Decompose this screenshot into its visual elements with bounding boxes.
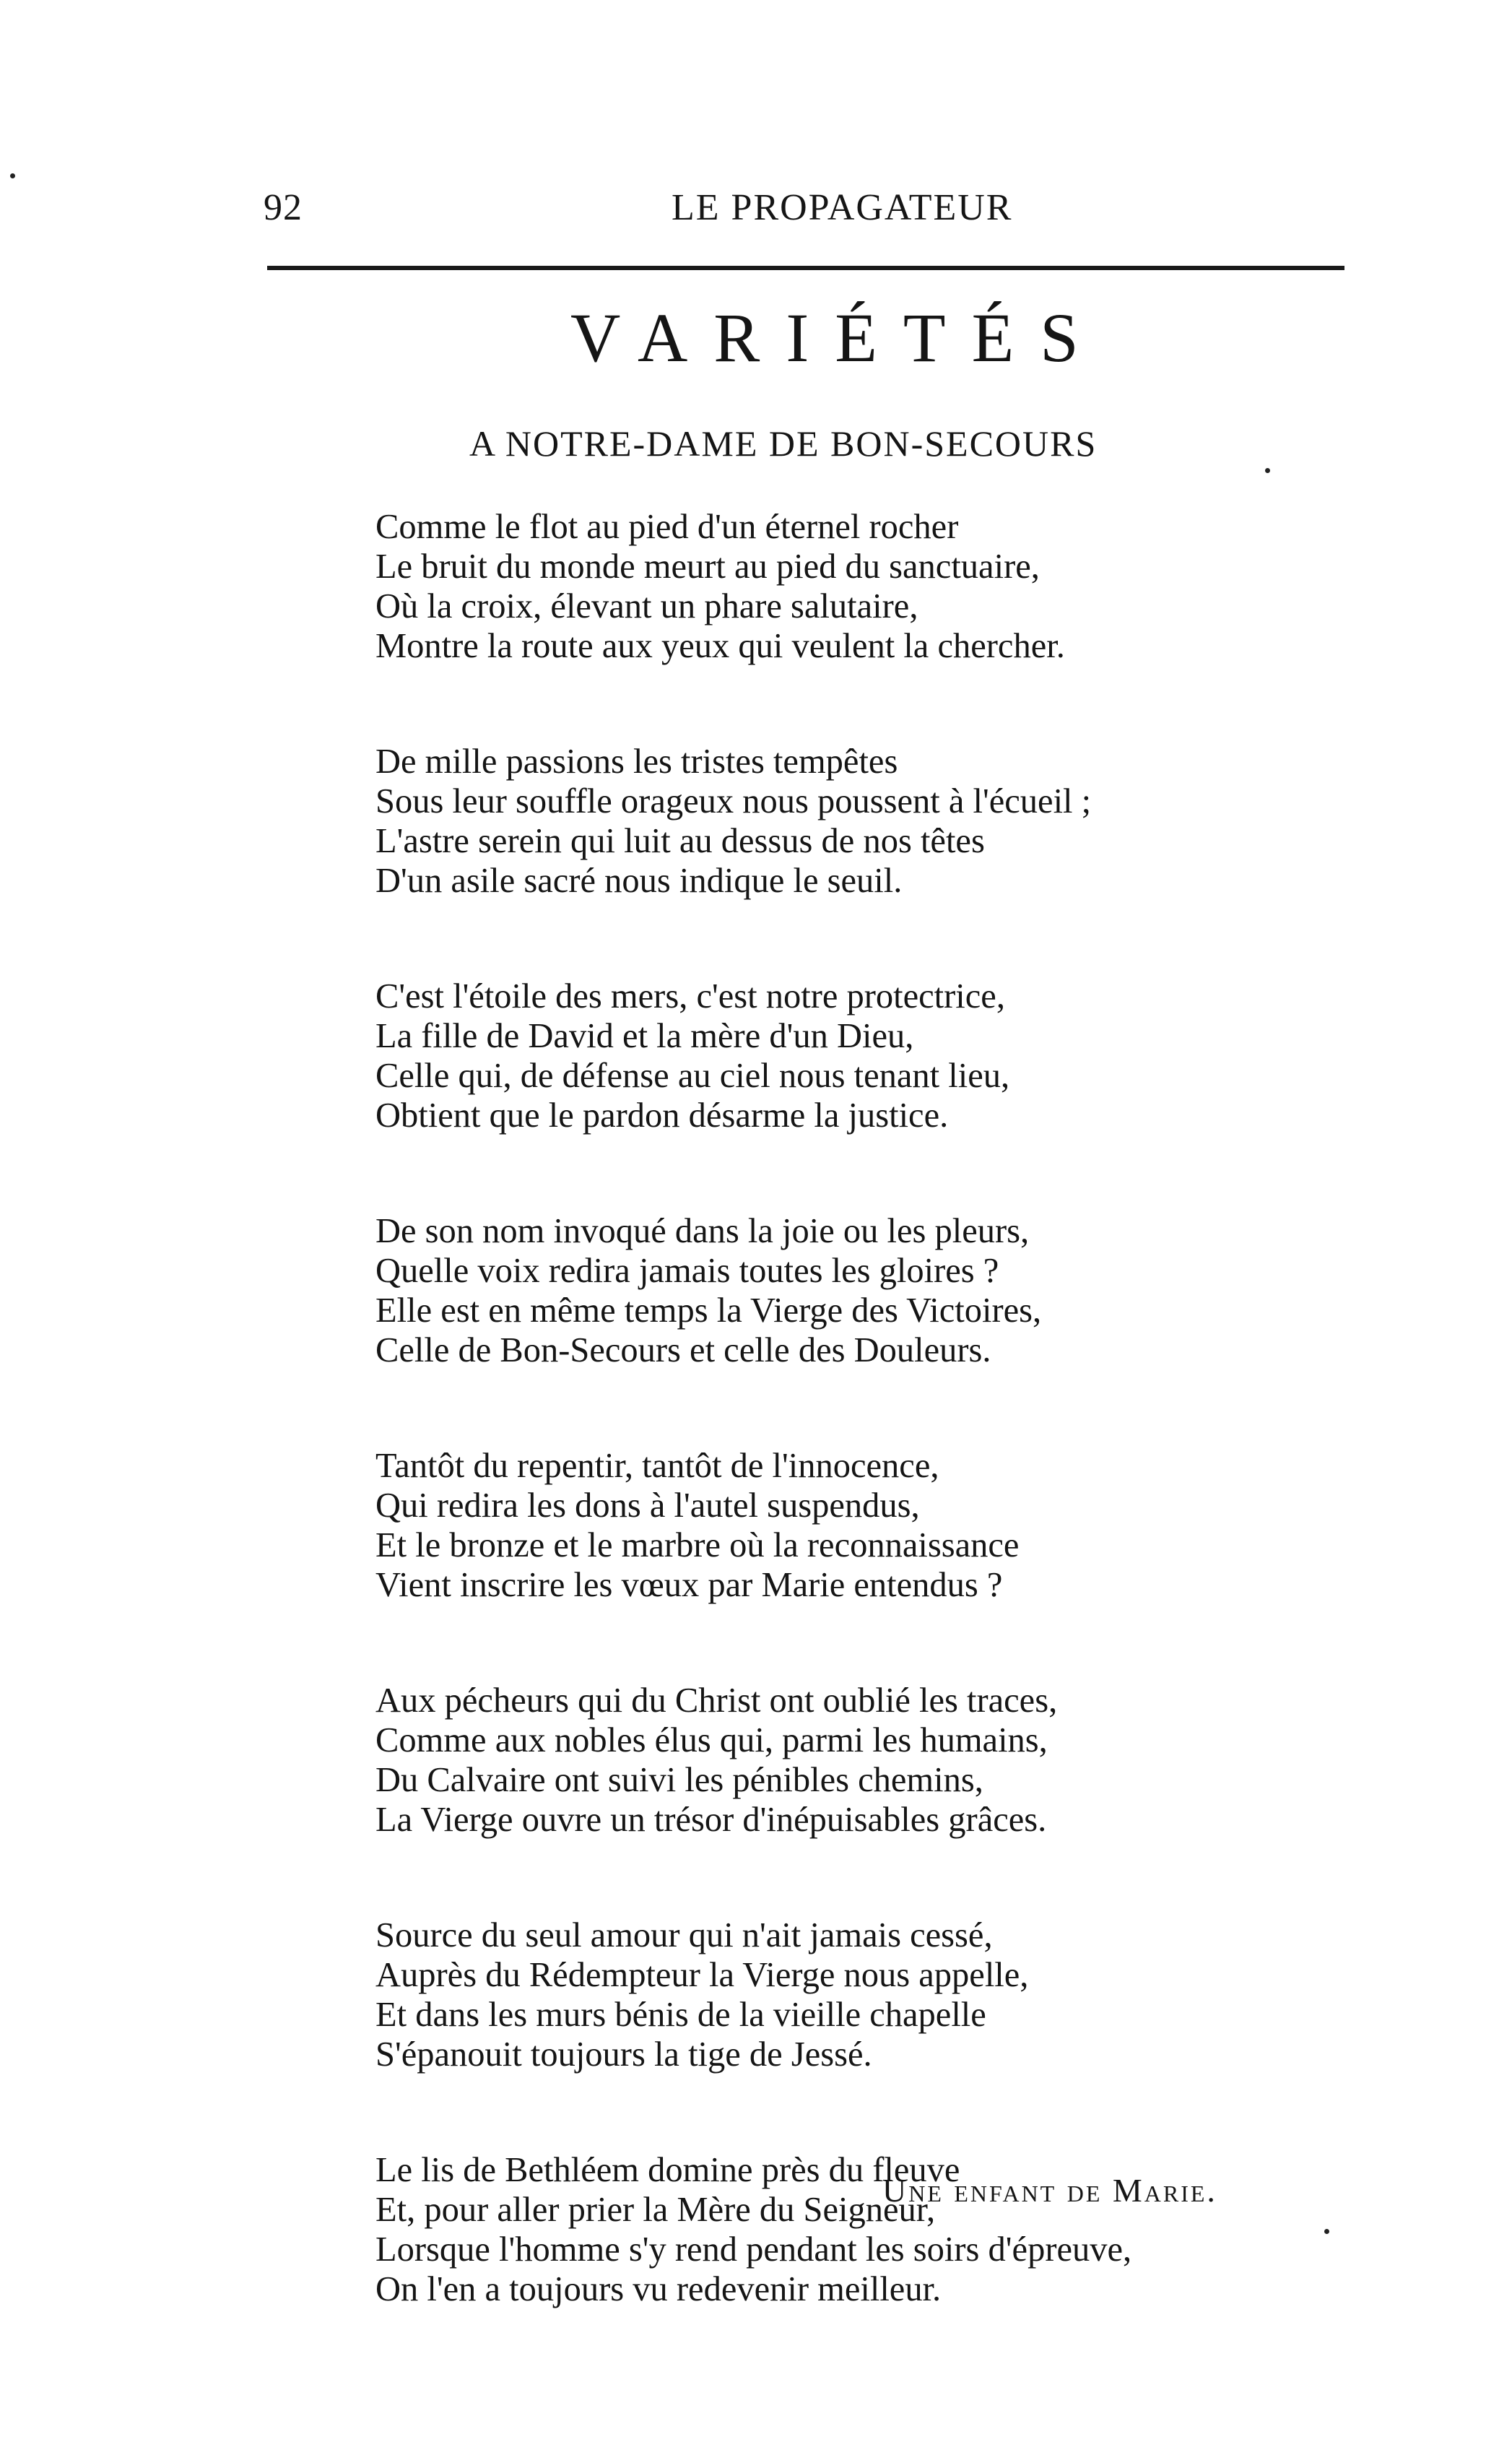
stanza	[375, 1211, 1386, 1370]
stanza	[375, 977, 1386, 1135]
poem-line: Celle de Bon-Secours et celle des Douleurs.	[375, 1331, 991, 1369]
poem-line: La fille de David et la mère d'un Dieu,	[375, 1017, 914, 1055]
section-title: VARIÉTÉS	[570, 299, 1105, 376]
poem-body	[375, 507, 1386, 2385]
poem-line: Et, pour aller prier la Mère du Seigneur,	[375, 2191, 936, 2229]
poem-line: S'épanouit toujours la tige de Jessé.	[375, 2035, 872, 2074]
stanza	[375, 1915, 1386, 2074]
ink-speck	[10, 173, 15, 178]
poem-line: Lorsque l'homme s'y rend pendant les soirs d'épreuve,	[375, 2230, 1132, 2269]
poem-line: La Vierge ouvre un trésor d'inépuisables grâces.	[375, 1801, 1047, 1839]
stanza	[375, 1681, 1386, 1840]
running-title: LE PROPAGATEUR	[672, 187, 1013, 228]
poem-signature: Une enfant de Marie.	[882, 2172, 1217, 2209]
poem-line: D'un asile sacré nous indique le seuil.	[375, 862, 903, 900]
poem-line: Obtient que le pardon désarme la justice.	[375, 1096, 949, 1135]
poem-line: Aux pécheurs qui du Christ ont oublié les traces,	[375, 1681, 1058, 1720]
poem-title: A NOTRE-DAME DE BON-SECOURS	[469, 423, 1098, 464]
poem-line: Source du seul amour qui n'ait jamais cessé,	[375, 1916, 993, 1954]
poem-line: Vient inscrire les vœux par Marie entendus ?	[375, 1566, 1003, 1604]
poem-line: De son nom invoqué dans la joie ou les pleurs,	[375, 1212, 1030, 1250]
stanza	[375, 1446, 1386, 1605]
poem-line: C'est l'étoile des mers, c'est notre protectrice,	[375, 977, 1005, 1016]
poem-line: L'astre serein qui luit au dessus de nos têtes	[375, 822, 985, 860]
stanza	[375, 742, 1386, 901]
poem-line: Celle qui, de défense au ciel nous tenant lieu,	[375, 1057, 1010, 1095]
header-rule	[267, 266, 1344, 270]
poem-line: Sous leur souffle orageux nous poussent à l'écueil ;	[375, 782, 1092, 821]
poem-line: Auprès du Rédempteur la Vierge nous appelle,	[375, 1956, 1029, 1994]
page-header	[264, 186, 1343, 237]
ink-speck	[1265, 468, 1270, 473]
poem-line: Le bruit du monde meurt au pied du sanctuaire,	[375, 547, 1040, 586]
ink-speck	[1324, 2229, 1329, 2234]
stanza	[375, 507, 1386, 666]
poem-line: Comme le flot au pied d'un éternel rocher	[375, 508, 959, 546]
poem-line: Du Calvaire ont suivi les pénibles chemins,	[375, 1761, 983, 1799]
poem-line: Où la croix, élevant un phare salutaire,	[375, 587, 918, 625]
poem-line: Quelle voix redira jamais toutes les gloires ?	[375, 1252, 999, 1290]
poem-line: On l'en a toujours vu redevenir meilleur.	[375, 2270, 942, 2308]
stanza	[375, 2150, 1386, 2309]
poem-line: Et le bronze et le marbre où la reconnaissance	[375, 1526, 1020, 1564]
page-number: 92	[264, 187, 303, 228]
poem-line: De mille passions les tristes tempêtes	[375, 742, 898, 781]
poem-line: Le lis de Bethléem domine près du fleuve	[375, 2151, 960, 2189]
poem-line: Montre la route aux yeux qui veulent la chercher.	[375, 627, 1065, 665]
poem-line: Et dans les murs bénis de la vieille chapelle	[375, 1996, 986, 2034]
poem-line: Comme aux nobles élus qui, parmi les humains,	[375, 1721, 1048, 1759]
poem-line: Tantôt du repentir, tantôt de l'innocence,	[375, 1447, 939, 1485]
poem-line: Qui redira les dons à l'autel suspendus,	[375, 1486, 920, 1525]
poem-line: Elle est en même temps la Vierge des Victoires,	[375, 1291, 1042, 1330]
